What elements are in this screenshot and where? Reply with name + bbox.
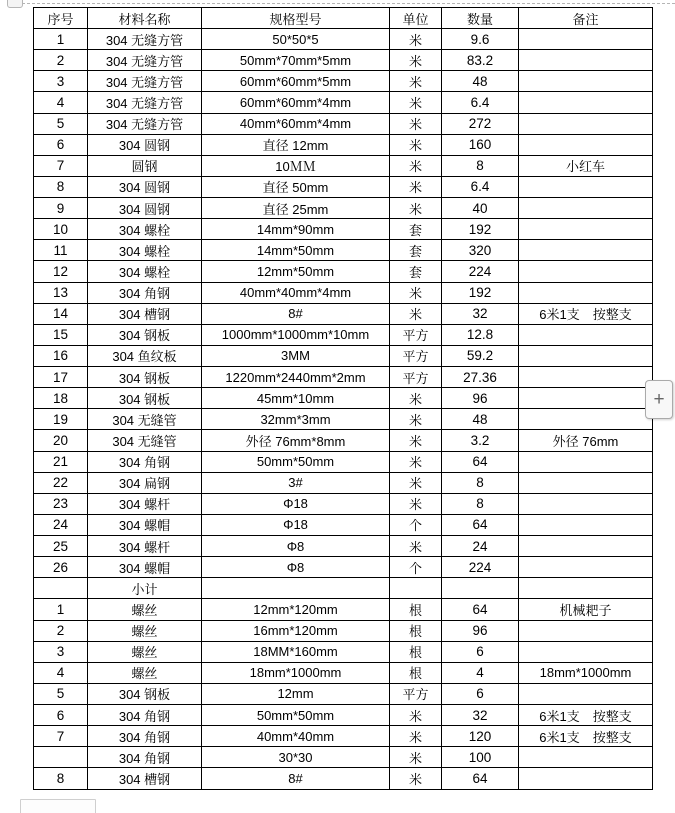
note-cell[interactable]: [519, 472, 653, 493]
table-row: [34, 683, 653, 704]
row-number-cell[interactable]: 25: [34, 536, 88, 557]
material-cell[interactable]: 304 圆钢: [88, 176, 202, 197]
note-cell[interactable]: [519, 113, 653, 134]
unit-cell[interactable]: 套: [390, 261, 442, 282]
row-number-cell[interactable]: 7: [34, 155, 88, 176]
header-cell-no[interactable]: 序号: [34, 8, 88, 29]
header-cell-note[interactable]: 备注: [519, 8, 653, 29]
qty-cell[interactable]: 6.4: [442, 176, 519, 197]
table-row: [34, 493, 653, 514]
material-cell[interactable]: 304 螺栓: [88, 240, 202, 261]
table-row: [34, 768, 653, 790]
spec-cell[interactable]: 1000mm*1000mm*10mm: [202, 324, 390, 345]
table-row: [34, 113, 653, 134]
material-cell[interactable]: 304 无缝方管: [88, 50, 202, 71]
table-row: [34, 240, 653, 261]
spec-cell[interactable]: 直径 12mm: [202, 134, 390, 155]
spec-cell[interactable]: 32mm*3mm: [202, 409, 390, 430]
row-number-cell[interactable]: 15: [34, 324, 88, 345]
unit-cell[interactable]: 米: [390, 493, 442, 514]
spec-cell[interactable]: 45mm*10mm: [202, 388, 390, 409]
row-number-cell[interactable]: 23: [34, 493, 88, 514]
note-cell[interactable]: [519, 29, 653, 50]
materials-table: [33, 7, 653, 790]
qty-cell[interactable]: 6: [442, 683, 519, 704]
material-cell[interactable]: 304 螺帽: [88, 514, 202, 535]
spec-cell[interactable]: 60mm*60mm*5mm: [202, 71, 390, 92]
unit-cell[interactable]: 米: [390, 726, 442, 747]
qty-cell[interactable]: 64: [442, 514, 519, 535]
note-cell[interactable]: [519, 768, 653, 790]
row-number-cell[interactable]: 18: [34, 388, 88, 409]
unit-cell[interactable]: 套: [390, 219, 442, 240]
note-cell[interactable]: 6米1支 按整支: [519, 726, 653, 747]
spec-cell[interactable]: 直径 25mm: [202, 198, 390, 219]
header-cell-spec[interactable]: 规格型号: [202, 8, 390, 29]
spec-cell[interactable]: 60mm*60mm*4mm: [202, 92, 390, 113]
table-row: [34, 536, 653, 557]
table-row: [34, 599, 653, 620]
table-row: [34, 345, 653, 366]
table-row: [34, 705, 653, 726]
table-row: [34, 324, 653, 345]
qty-cell[interactable]: 96: [442, 620, 519, 641]
qty-cell[interactable]: 83.2: [442, 50, 519, 71]
unit-cell[interactable]: 米: [390, 747, 442, 768]
row-number-cell[interactable]: [34, 747, 88, 768]
header-cell-qty[interactable]: 数量: [442, 8, 519, 29]
header-row: [34, 8, 653, 29]
material-cell[interactable]: 螺丝: [88, 641, 202, 662]
qty-cell[interactable]: 40: [442, 198, 519, 219]
spec-cell[interactable]: 1220mm*2440mm*2mm: [202, 367, 390, 388]
unit-cell[interactable]: 米: [390, 451, 442, 472]
row-number-cell[interactable]: 4: [34, 662, 88, 683]
note-cell[interactable]: [519, 641, 653, 662]
table-row: [34, 430, 653, 451]
spec-cell[interactable]: Φ18: [202, 514, 390, 535]
table-row: [34, 662, 653, 683]
spec-cell[interactable]: 18MM*160mm: [202, 641, 390, 662]
spec-cell[interactable]: 18mm*1000mm: [202, 662, 390, 683]
qty-cell[interactable]: 96: [442, 388, 519, 409]
row-number-cell[interactable]: 24: [34, 514, 88, 535]
row-number-cell[interactable]: 8: [34, 176, 88, 197]
row-number-cell[interactable]: 4: [34, 92, 88, 113]
note-cell[interactable]: 6米1支 按整支: [519, 705, 653, 726]
row-number-cell[interactable]: 3: [34, 71, 88, 92]
qty-cell[interactable]: 320: [442, 240, 519, 261]
table-row: [34, 641, 653, 662]
material-cell[interactable]: 304 无缝管: [88, 430, 202, 451]
table-row: [34, 155, 653, 176]
qty-cell[interactable]: 4: [442, 662, 519, 683]
row-number-cell[interactable]: 5: [34, 683, 88, 704]
table-row: [34, 451, 653, 472]
table-row: [34, 620, 653, 641]
spec-cell[interactable]: 50mm*70mm*5mm: [202, 50, 390, 71]
material-cell[interactable]: 螺丝: [88, 620, 202, 641]
row-number-cell[interactable]: 11: [34, 240, 88, 261]
note-cell[interactable]: 6米1支 按整支: [519, 303, 653, 324]
spec-cell[interactable]: 12mm: [202, 683, 390, 704]
qty-cell[interactable]: 8: [442, 155, 519, 176]
material-cell[interactable]: 304 钢板: [88, 367, 202, 388]
unit-cell[interactable]: 平方: [390, 367, 442, 388]
qty-cell[interactable]: 64: [442, 451, 519, 472]
table-row: [34, 388, 653, 409]
note-cell[interactable]: [519, 240, 653, 261]
note-cell[interactable]: 机械耙子: [519, 599, 653, 620]
unit-cell[interactable]: 米: [390, 472, 442, 493]
row-number-cell[interactable]: 6: [34, 705, 88, 726]
qty-cell[interactable]: 64: [442, 768, 519, 790]
note-cell[interactable]: [519, 345, 653, 366]
material-cell[interactable]: 圆钢: [88, 155, 202, 176]
material-cell[interactable]: 304 螺杆: [88, 493, 202, 514]
row-number-cell[interactable]: 1: [34, 599, 88, 620]
table-row: [34, 134, 653, 155]
note-cell[interactable]: [519, 282, 653, 303]
material-cell[interactable]: 304 扁钢: [88, 472, 202, 493]
spec-cell[interactable]: 40mm*40mm*4mm: [202, 282, 390, 303]
spec-cell[interactable]: 50mm*50mm: [202, 705, 390, 726]
note-cell[interactable]: [519, 493, 653, 514]
table-row: [34, 578, 653, 599]
spec-cell[interactable]: 8#: [202, 303, 390, 324]
row-number-cell[interactable]: 3: [34, 641, 88, 662]
unit-cell[interactable]: 米: [390, 409, 442, 430]
row-number-cell[interactable]: 13: [34, 282, 88, 303]
spec-cell[interactable]: 50*50*5: [202, 29, 390, 50]
spec-cell[interactable]: 14mm*50mm: [202, 240, 390, 261]
qty-cell[interactable]: 48: [442, 71, 519, 92]
qty-cell[interactable]: 32: [442, 705, 519, 726]
qty-cell[interactable]: 8: [442, 472, 519, 493]
material-cell[interactable]: 304 钢板: [88, 388, 202, 409]
qty-cell[interactable]: 27.36: [442, 367, 519, 388]
table-row: [34, 409, 653, 430]
qty-cell[interactable]: 224: [442, 557, 519, 578]
unit-cell[interactable]: 米: [390, 536, 442, 557]
qty-cell[interactable]: 100: [442, 747, 519, 768]
note-cell[interactable]: [519, 536, 653, 557]
material-cell[interactable]: 304 无缝方管: [88, 29, 202, 50]
qty-cell[interactable]: 8: [442, 493, 519, 514]
note-cell[interactable]: [519, 50, 653, 71]
row-number-cell[interactable]: 7: [34, 726, 88, 747]
row-number-cell[interactable]: 12: [34, 261, 88, 282]
table-row: [34, 219, 653, 240]
note-cell[interactable]: 18mm*1000mm: [519, 662, 653, 683]
qty-cell[interactable]: 192: [442, 219, 519, 240]
note-cell[interactable]: [519, 514, 653, 535]
material-cell[interactable]: 304 螺栓: [88, 219, 202, 240]
unit-cell[interactable]: 平方: [390, 345, 442, 366]
note-cell[interactable]: [519, 261, 653, 282]
material-cell[interactable]: 304 角钢: [88, 726, 202, 747]
note-cell[interactable]: [519, 71, 653, 92]
qty-cell[interactable]: 120: [442, 726, 519, 747]
material-cell[interactable]: 304 无缝方管: [88, 92, 202, 113]
qty-cell[interactable]: 32: [442, 303, 519, 324]
note-cell[interactable]: [519, 324, 653, 345]
table-row: [34, 472, 653, 493]
material-cell[interactable]: 304 钢板: [88, 683, 202, 704]
note-cell[interactable]: 小红车: [519, 155, 653, 176]
note-cell[interactable]: [519, 620, 653, 641]
unit-cell[interactable]: 米: [390, 113, 442, 134]
note-cell[interactable]: [519, 557, 653, 578]
note-cell[interactable]: [519, 219, 653, 240]
row-number-cell[interactable]: 2: [34, 620, 88, 641]
unit-cell[interactable]: 米: [390, 50, 442, 71]
row-number-cell[interactable]: 8: [34, 768, 88, 790]
table-row: [34, 198, 653, 219]
qty-cell[interactable]: 6: [442, 641, 519, 662]
material-cell[interactable]: 螺丝: [88, 662, 202, 683]
unit-cell[interactable]: 根: [390, 641, 442, 662]
table-row: [34, 747, 653, 768]
unit-cell[interactable]: 米: [390, 388, 442, 409]
material-cell[interactable]: 304 无缝方管: [88, 71, 202, 92]
row-number-cell[interactable]: 2: [34, 50, 88, 71]
material-cell[interactable]: 304 槽钢: [88, 303, 202, 324]
qty-cell[interactable]: 6.4: [442, 92, 519, 113]
material-cell[interactable]: 304 角钢: [88, 282, 202, 303]
qty-cell[interactable]: 224: [442, 261, 519, 282]
note-cell[interactable]: [519, 747, 653, 768]
unit-cell[interactable]: 米: [390, 134, 442, 155]
material-cell[interactable]: 304 鱼纹板: [88, 345, 202, 366]
qty-cell[interactable]: 59.2: [442, 345, 519, 366]
row-number-cell[interactable]: 1: [34, 29, 88, 50]
header-cell-material[interactable]: 材料名称: [88, 8, 202, 29]
row-number-cell[interactable]: 14: [34, 303, 88, 324]
spec-cell[interactable]: Φ8: [202, 536, 390, 557]
table-row: [34, 71, 653, 92]
unit-cell[interactable]: 米: [390, 705, 442, 726]
material-cell[interactable]: 304 角钢: [88, 705, 202, 726]
material-cell[interactable]: 304 螺杆: [88, 536, 202, 557]
bottom-left-cell-fragment: [20, 799, 96, 813]
qty-cell[interactable]: 192: [442, 282, 519, 303]
note-cell[interactable]: [519, 451, 653, 472]
table-row: [34, 261, 653, 282]
qty-cell[interactable]: 3.2: [442, 430, 519, 451]
table-row: [34, 29, 653, 50]
qty-cell[interactable]: 64: [442, 599, 519, 620]
unit-cell[interactable]: 米: [390, 176, 442, 197]
spec-cell[interactable]: 3MM: [202, 345, 390, 366]
material-cell[interactable]: 304 圆钢: [88, 134, 202, 155]
row-number-cell[interactable]: 5: [34, 113, 88, 134]
table-row: [34, 514, 653, 535]
row-number-cell[interactable]: 20: [34, 430, 88, 451]
spec-cell[interactable]: 30*30: [202, 747, 390, 768]
row-number-cell[interactable]: 21: [34, 451, 88, 472]
spec-cell[interactable]: 16mm*120mm: [202, 620, 390, 641]
note-cell[interactable]: [519, 134, 653, 155]
material-cell[interactable]: 304 角钢: [88, 451, 202, 472]
spec-cell[interactable]: 40mm*40mm: [202, 726, 390, 747]
qty-cell[interactable]: 24: [442, 536, 519, 557]
material-cell[interactable]: 304 螺帽: [88, 557, 202, 578]
table-row: [34, 176, 653, 197]
table-row: [34, 557, 653, 578]
unit-cell[interactable]: 米: [390, 198, 442, 219]
spec-cell[interactable]: 3#: [202, 472, 390, 493]
row-number-cell[interactable]: 16: [34, 345, 88, 366]
qty-cell[interactable]: 160: [442, 134, 519, 155]
unit-cell[interactable]: 米: [390, 768, 442, 790]
unit-cell[interactable]: 米: [390, 155, 442, 176]
row-number-cell[interactable]: 17: [34, 367, 88, 388]
table-row: [34, 282, 653, 303]
row-number-cell[interactable]: [34, 578, 88, 599]
row-number-cell[interactable]: 9: [34, 198, 88, 219]
row-number-cell[interactable]: 26: [34, 557, 88, 578]
unit-cell[interactable]: 个: [390, 557, 442, 578]
unit-cell[interactable]: 平方: [390, 683, 442, 704]
row-number-cell[interactable]: 10: [34, 219, 88, 240]
note-cell[interactable]: [519, 92, 653, 113]
spec-cell[interactable]: 10ＭＭ: [202, 155, 390, 176]
note-cell[interactable]: [519, 578, 653, 599]
row-number-cell[interactable]: 19: [34, 409, 88, 430]
material-cell[interactable]: 304 槽钢: [88, 768, 202, 790]
note-cell[interactable]: [519, 198, 653, 219]
spec-cell[interactable]: 外径 76mm*8mm: [202, 430, 390, 451]
table-row: [34, 303, 653, 324]
material-cell[interactable]: 螺丝: [88, 599, 202, 620]
note-cell[interactable]: 外径 76mm: [519, 430, 653, 451]
spec-cell[interactable]: 8#: [202, 768, 390, 790]
unit-cell[interactable]: 个: [390, 514, 442, 535]
table-row: [34, 92, 653, 113]
spec-cell[interactable]: [202, 578, 390, 599]
unit-cell[interactable]: 米: [390, 430, 442, 451]
unit-cell[interactable]: 米: [390, 303, 442, 324]
unit-cell[interactable]: 米: [390, 282, 442, 303]
spec-cell[interactable]: 14mm*90mm: [202, 219, 390, 240]
spec-cell[interactable]: 12mm*50mm: [202, 261, 390, 282]
unit-cell[interactable]: 米: [390, 29, 442, 50]
qty-cell[interactable]: 48: [442, 409, 519, 430]
material-cell[interactable]: 304 角钢: [88, 747, 202, 768]
material-cell[interactable]: 304 无缝管: [88, 409, 202, 430]
header-cell-unit[interactable]: 单位: [390, 8, 442, 29]
qty-cell[interactable]: 272: [442, 113, 519, 134]
unit-cell[interactable]: 套: [390, 240, 442, 261]
spec-cell[interactable]: 12mm*120mm: [202, 599, 390, 620]
qty-cell[interactable]: 12.8: [442, 324, 519, 345]
qty-cell[interactable]: 9.6: [442, 29, 519, 50]
spec-cell[interactable]: 直径 50mm: [202, 176, 390, 197]
table-row: [34, 367, 653, 388]
material-cell[interactable]: 304 钢板: [88, 324, 202, 345]
spec-cell[interactable]: 40mm*60mm*4mm: [202, 113, 390, 134]
material-cell[interactable]: 小计: [88, 578, 202, 599]
note-cell[interactable]: [519, 176, 653, 197]
row-number-cell[interactable]: 6: [34, 134, 88, 155]
table-row: [34, 726, 653, 747]
qty-cell[interactable]: [442, 578, 519, 599]
row-number-cell[interactable]: 22: [34, 472, 88, 493]
note-cell[interactable]: [519, 388, 653, 409]
material-cell[interactable]: 304 圆钢: [88, 198, 202, 219]
unit-cell[interactable]: [390, 578, 442, 599]
unit-cell[interactable]: 根: [390, 620, 442, 641]
table-row: [34, 50, 653, 71]
unit-cell[interactable]: 根: [390, 599, 442, 620]
corner-handle-icon[interactable]: [7, 0, 23, 8]
material-cell[interactable]: 304 螺栓: [88, 261, 202, 282]
unit-cell[interactable]: 根: [390, 662, 442, 683]
spec-cell[interactable]: Φ8: [202, 557, 390, 578]
unit-cell[interactable]: 米: [390, 92, 442, 113]
note-cell[interactable]: [519, 409, 653, 430]
plus-icon: +: [653, 389, 665, 410]
unit-cell[interactable]: 平方: [390, 324, 442, 345]
note-cell[interactable]: [519, 683, 653, 704]
unit-cell[interactable]: 米: [390, 71, 442, 92]
add-button[interactable]: [645, 380, 673, 419]
spec-cell[interactable]: 50mm*50mm: [202, 451, 390, 472]
spec-cell[interactable]: Φ18: [202, 493, 390, 514]
note-cell[interactable]: [519, 367, 653, 388]
material-cell[interactable]: 304 无缝方管: [88, 113, 202, 134]
page-break-dashed-line: [22, 3, 675, 4]
